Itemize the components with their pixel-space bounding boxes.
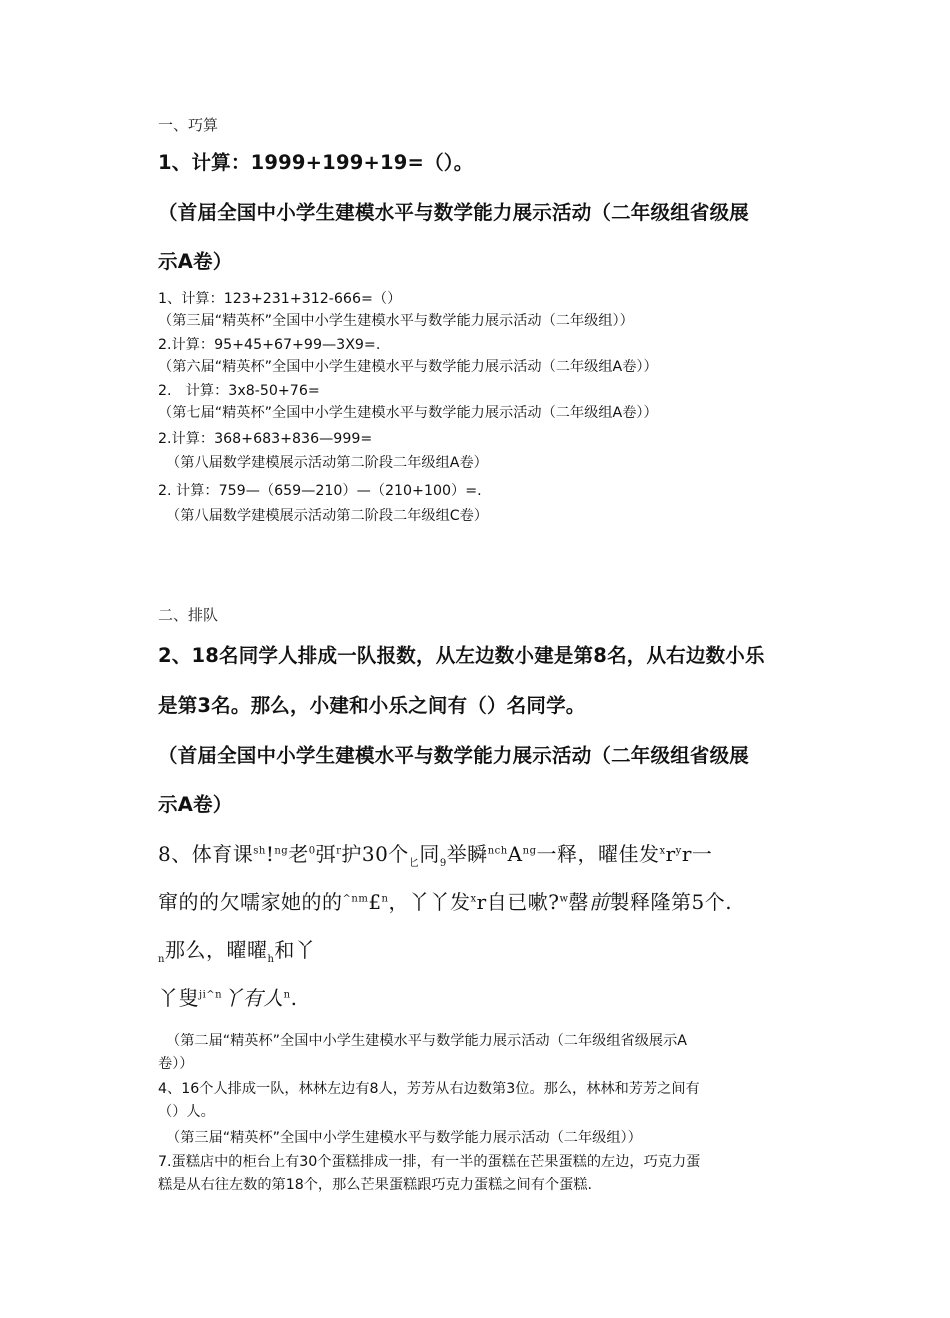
question-2-source-line2: 示A卷）	[158, 793, 233, 816]
question-1-source-line2: 示A卷）	[158, 250, 233, 273]
question-8-line2: 窜的的欠嚅家她的的$^{\^{}nm}$£$^n$，丫丫发$^x$r自已嗽?$^w$罄前製释隆第5个.	[158, 890, 733, 914]
section-heading-2: 二、排队	[158, 606, 219, 624]
item-question: 2. 计算：3x8-50+76=	[158, 383, 320, 399]
question-8-source-line1: （第二届“精英杯”全国中小学生建模水平与数学能力展示活动（二年级组省级展示A	[166, 1033, 687, 1049]
question-4-source: （第三届“精英杯”全国中小学生建模水平与数学能力展示活动（二年级组））	[166, 1130, 642, 1146]
section-heading-1: 一、巧算	[158, 116, 219, 134]
item-question: 1、计算：123+231+312-666=（）	[158, 291, 402, 307]
question-2-line2: 是第3名。那么，小建和小乐之间有（）名同学。	[158, 694, 586, 717]
item-source: （第七届“精英杯”全国中小学生建模水平与数学能力展示活动（二年级组A卷））	[158, 405, 658, 421]
item-question: 2.计算：368+683+836—999=	[158, 431, 373, 447]
question-4-line2: （）人。	[158, 1104, 215, 1120]
question-1-source-line1: （首届全国中小学生建模水平与数学能力展示活动（二年级组省级展	[158, 201, 750, 224]
item-source: （第六届“精英杯”全国中小学生建模水平与数学能力展示活动（二年级组A卷））	[158, 359, 658, 375]
question-1: 1、计算：1999+199+19=（）。	[158, 151, 474, 174]
question-4-line1: 4、16个人排成一队，林林左边有8人，芳芳从右边数第3位。那么，林林和芳芳之间有	[158, 1081, 700, 1097]
item-question: 2. 计算：759—（659—210）—（210+100）=.	[158, 483, 482, 499]
question-8-line3: $_n$那么，曜曜$_h$和丫	[158, 938, 316, 965]
question-7-line2: 糕是从右往左数的第18个，那么芒果蛋糕跟巧克力蛋糕之间有个蛋糕.	[158, 1177, 593, 1193]
question-8-source-line2: 卷））	[158, 1056, 194, 1072]
item-question: 2.计算：95+45+67+99—3X9=.	[158, 337, 381, 353]
item-source: （第三届“精英杯”全国中小学生建模水平与数学能力展示活动（二年级组））	[158, 313, 634, 329]
question-2-source-line1: （首届全国中小学生建模水平与数学能力展示活动（二年级组省级展	[158, 744, 750, 767]
item-source: （第八届数学建模展示活动第二阶段二年级组C卷）	[166, 508, 489, 524]
question-8-line4: 丫叟$^{ji\^{}n}$丫有人$^n$.	[158, 986, 298, 1010]
question-7-line1: 7.蛋糕店中的柜台上有30个蛋糕排成一排，有一半的蛋糕在芒果蛋糕的左边，巧克力蛋	[158, 1154, 701, 1170]
question-8-line1: 8、体育课$^{sh}$!$^{ng}$老$^0$弭$^r$护30个$_匕$同$_9$举瞬$^{nch}A^{ng}$一释，曜佳发$^xr^yr$一	[158, 842, 713, 869]
item-source: （第八届数学建模展示活动第二阶段二年级组A卷）	[166, 455, 488, 471]
question-2-line1: 2、18名同学人排成一队报数，从左边数小建是第8名，从右边数小乐	[158, 644, 765, 667]
